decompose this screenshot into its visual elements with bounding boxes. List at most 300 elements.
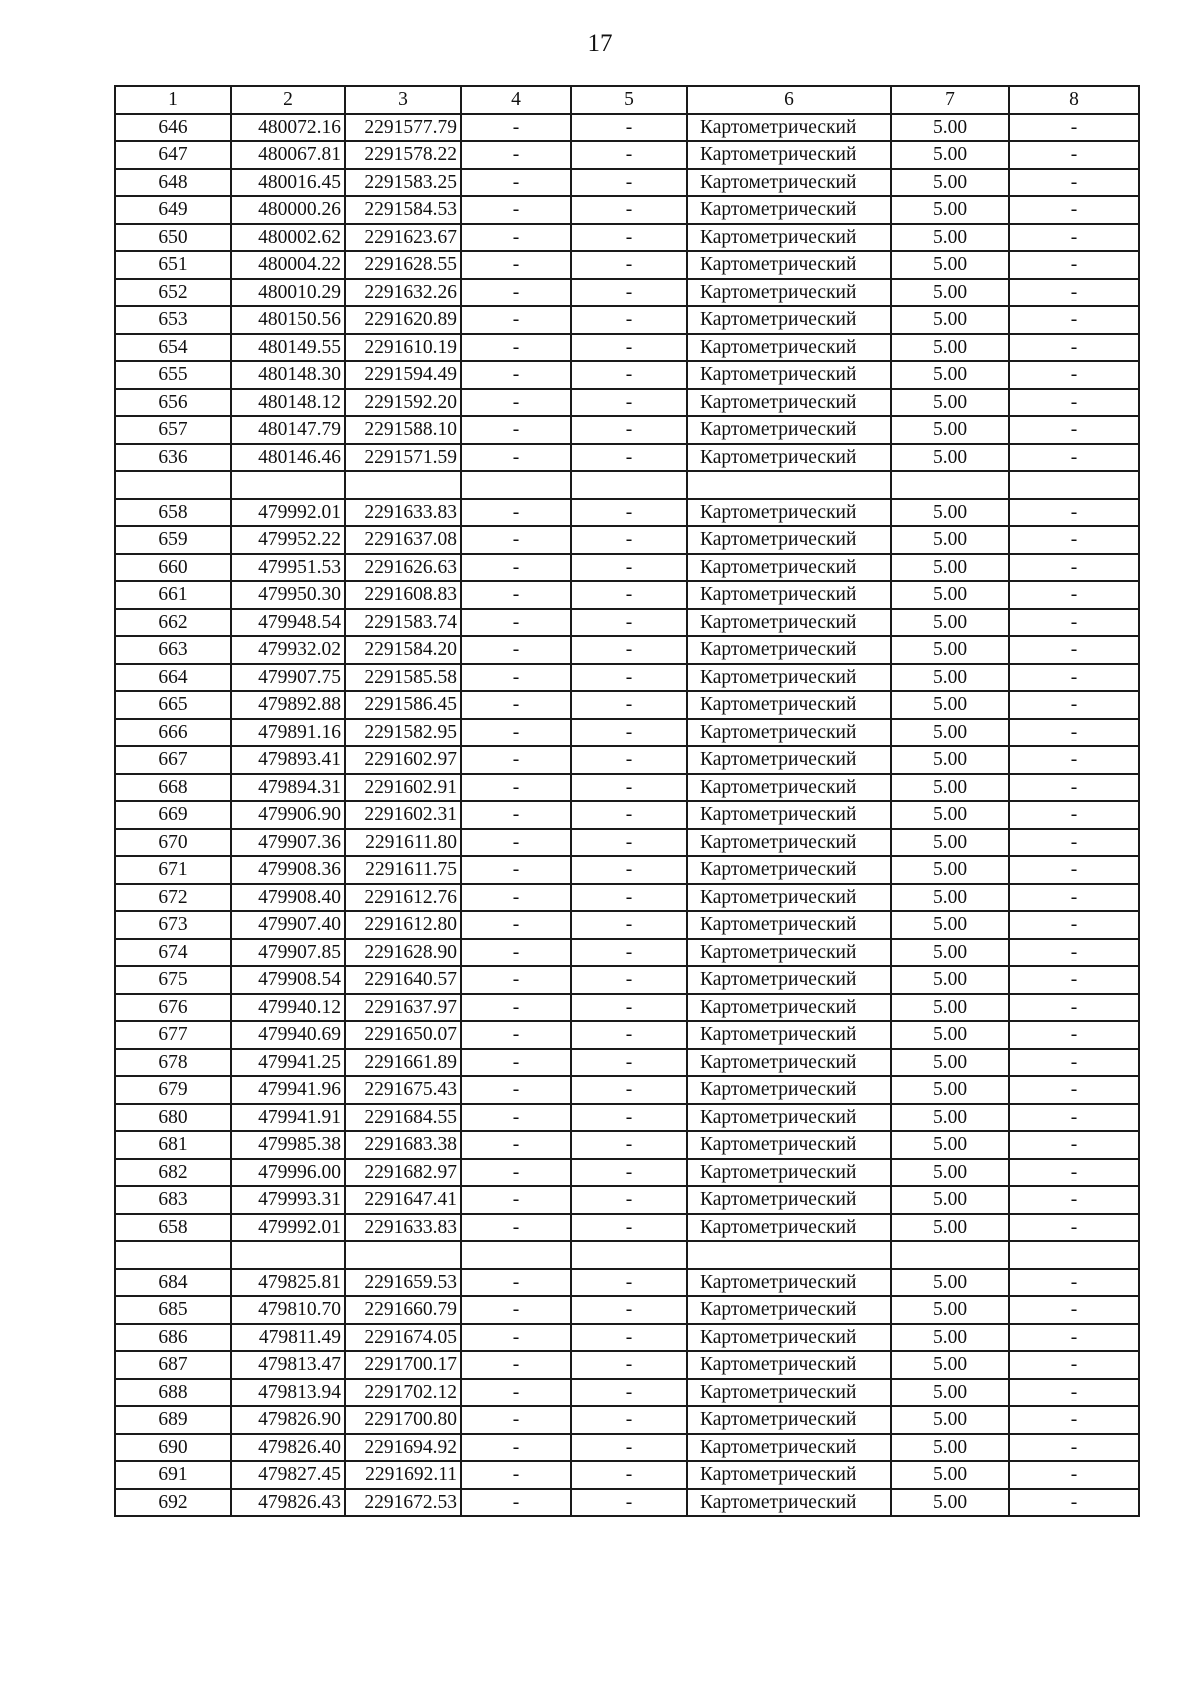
point-number: 662 (115, 609, 231, 637)
point-number: 664 (115, 664, 231, 692)
coord-x: 480150.56 (231, 306, 345, 334)
coord-y: 2291608.83 (345, 581, 461, 609)
method-cell: Картометрический (687, 856, 891, 884)
accuracy-cell: 5.00 (891, 1186, 1009, 1214)
accuracy-cell: 5.00 (891, 994, 1009, 1022)
coord-y: 2291702.12 (345, 1379, 461, 1407)
coord-x: 479941.96 (231, 1076, 345, 1104)
coord-x: 479952.22 (231, 526, 345, 554)
method-cell (687, 1241, 891, 1269)
col-8-value: - (1009, 499, 1139, 527)
coord-x: 479891.16 (231, 719, 345, 747)
col-8-value: - (1009, 114, 1139, 142)
point-number: 674 (115, 939, 231, 967)
accuracy-cell: 5.00 (891, 1461, 1009, 1489)
table-row (115, 1186, 1139, 1214)
method-cell: Картометрический (687, 251, 891, 279)
col-4-value: - (461, 911, 571, 939)
coord-y: 2291628.90 (345, 939, 461, 967)
col-5-value: - (571, 334, 687, 362)
col-8-value: - (1009, 1489, 1139, 1517)
method-cell: Картометрический (687, 636, 891, 664)
coord-x: 479993.31 (231, 1186, 345, 1214)
col-5-value: - (571, 361, 687, 389)
coord-y: 2291660.79 (345, 1296, 461, 1324)
col-8-value: - (1009, 224, 1139, 252)
accuracy-cell: 5.00 (891, 1104, 1009, 1132)
col-4-value: - (461, 691, 571, 719)
method-cell: Картометрический (687, 994, 891, 1022)
point-number: 667 (115, 746, 231, 774)
col-8-value: - (1009, 361, 1139, 389)
accuracy-cell: 5.00 (891, 1214, 1009, 1242)
coord-y: 2291583.25 (345, 169, 461, 197)
col-8-value: - (1009, 416, 1139, 444)
table-row (115, 169, 1139, 197)
table-row (115, 1296, 1139, 1324)
accuracy-cell: 5.00 (891, 1351, 1009, 1379)
col-5-value: - (571, 856, 687, 884)
col-8-value: - (1009, 746, 1139, 774)
col-4-value: - (461, 416, 571, 444)
method-cell: Картометрический (687, 196, 891, 224)
col-4-value: - (461, 169, 571, 197)
coord-y: 2291692.11 (345, 1461, 461, 1489)
coord-y: 2291620.89 (345, 306, 461, 334)
col-8-value: - (1009, 609, 1139, 637)
coord-y: 2291700.80 (345, 1406, 461, 1434)
coord-y: 2291611.75 (345, 856, 461, 884)
method-cell: Картометрический (687, 1296, 891, 1324)
column-header: 5 (571, 86, 687, 114)
col-8-value: - (1009, 829, 1139, 857)
table-row (115, 1214, 1139, 1242)
col-8-value: - (1009, 691, 1139, 719)
col-8-value: - (1009, 1076, 1139, 1104)
method-cell: Картометрический (687, 224, 891, 252)
coord-x: 479892.88 (231, 691, 345, 719)
method-cell: Картометрический (687, 1021, 891, 1049)
table-row (115, 719, 1139, 747)
col-8-value: - (1009, 306, 1139, 334)
method-cell: Картометрический (687, 1434, 891, 1462)
col-4-value: - (461, 1489, 571, 1517)
point-number: 653 (115, 306, 231, 334)
accuracy-cell: 5.00 (891, 389, 1009, 417)
point-number: 677 (115, 1021, 231, 1049)
coord-x: 480147.79 (231, 416, 345, 444)
col-4-value: - (461, 1104, 571, 1132)
accuracy-cell: 5.00 (891, 141, 1009, 169)
col-5-value: - (571, 1461, 687, 1489)
coord-y: 2291633.83 (345, 499, 461, 527)
col-5-value: - (571, 636, 687, 664)
coord-x: 479940.12 (231, 994, 345, 1022)
col-8-value: - (1009, 1186, 1139, 1214)
col-8-value: - (1009, 966, 1139, 994)
coord-y: 2291577.79 (345, 114, 461, 142)
coord-y: 2291661.89 (345, 1049, 461, 1077)
method-cell: Картометрический (687, 774, 891, 802)
col-5-value: - (571, 691, 687, 719)
point-number: 652 (115, 279, 231, 307)
col-4-value: - (461, 251, 571, 279)
accuracy-cell: 5.00 (891, 829, 1009, 857)
method-cell: Картометрический (687, 1131, 891, 1159)
point-number: 661 (115, 581, 231, 609)
accuracy-cell: 5.00 (891, 911, 1009, 939)
coord-y: 2291672.53 (345, 1489, 461, 1517)
accuracy-cell: 5.00 (891, 966, 1009, 994)
table-row (115, 471, 1139, 499)
accuracy-cell: 5.00 (891, 1021, 1009, 1049)
col-8-value: - (1009, 1296, 1139, 1324)
coord-x: 479941.25 (231, 1049, 345, 1077)
point-number: 665 (115, 691, 231, 719)
method-cell: Картометрический (687, 801, 891, 829)
col-4-value: - (461, 856, 571, 884)
accuracy-cell: 5.00 (891, 554, 1009, 582)
col-4-value: - (461, 1269, 571, 1297)
table-row (115, 1461, 1139, 1489)
point-number: 682 (115, 1159, 231, 1187)
point-number: 670 (115, 829, 231, 857)
col-5-value: - (571, 444, 687, 472)
col-4-value: - (461, 636, 571, 664)
table-row (115, 526, 1139, 554)
table-body (115, 114, 1139, 1517)
method-cell: Картометрический (687, 306, 891, 334)
point-number: 690 (115, 1434, 231, 1462)
col-5-value: - (571, 196, 687, 224)
accuracy-cell: 5.00 (891, 1076, 1009, 1104)
col-8-value: - (1009, 1131, 1139, 1159)
coord-x: 479811.49 (231, 1324, 345, 1352)
method-cell: Картометрический (687, 1159, 891, 1187)
col-5-value: - (571, 966, 687, 994)
col-8-value: - (1009, 636, 1139, 664)
coord-x: 479826.40 (231, 1434, 345, 1462)
coord-y: 2291578.22 (345, 141, 461, 169)
coord-x: 479893.41 (231, 746, 345, 774)
table-row (115, 444, 1139, 472)
coord-y (345, 1241, 461, 1269)
col-5-value: - (571, 939, 687, 967)
col-8-value: - (1009, 911, 1139, 939)
table-row (115, 1351, 1139, 1379)
accuracy-cell: 5.00 (891, 691, 1009, 719)
point-number: 692 (115, 1489, 231, 1517)
table-row (115, 856, 1139, 884)
coord-x: 479992.01 (231, 1214, 345, 1242)
col-8-value: - (1009, 884, 1139, 912)
col-8-value (1009, 1241, 1139, 1269)
point-number: 658 (115, 1214, 231, 1242)
col-8-value: - (1009, 1351, 1139, 1379)
coord-x: 480146.46 (231, 444, 345, 472)
col-5-value: - (571, 1489, 687, 1517)
point-number: 656 (115, 389, 231, 417)
accuracy-cell: 5.00 (891, 1489, 1009, 1517)
col-8-value: - (1009, 1461, 1139, 1489)
method-cell: Картометрический (687, 279, 891, 307)
col-4-value: - (461, 1049, 571, 1077)
coord-x: 479950.30 (231, 581, 345, 609)
coord-x (231, 1241, 345, 1269)
method-cell: Картометрический (687, 416, 891, 444)
col-4-value: - (461, 279, 571, 307)
col-8-value: - (1009, 1379, 1139, 1407)
coord-y: 2291623.67 (345, 224, 461, 252)
col-5-value: - (571, 389, 687, 417)
table-row (115, 389, 1139, 417)
col-8-value: - (1009, 801, 1139, 829)
col-5-value (571, 1241, 687, 1269)
column-header: 6 (687, 86, 891, 114)
coord-x: 480148.12 (231, 389, 345, 417)
point-number: 668 (115, 774, 231, 802)
coord-y: 2291584.20 (345, 636, 461, 664)
point-number: 678 (115, 1049, 231, 1077)
point-number: 636 (115, 444, 231, 472)
point-number: 663 (115, 636, 231, 664)
method-cell: Картометрический (687, 554, 891, 582)
col-8-value: - (1009, 856, 1139, 884)
coord-x: 479908.36 (231, 856, 345, 884)
col-5-value: - (571, 774, 687, 802)
col-5-value: - (571, 169, 687, 197)
col-5-value: - (571, 1351, 687, 1379)
col-4-value: - (461, 829, 571, 857)
method-cell: Картометрический (687, 581, 891, 609)
col-4-value: - (461, 196, 571, 224)
col-5-value: - (571, 829, 687, 857)
accuracy-cell: 5.00 (891, 1324, 1009, 1352)
accuracy-cell: 5.00 (891, 1269, 1009, 1297)
col-8-value: - (1009, 1021, 1139, 1049)
accuracy-cell: 5.00 (891, 361, 1009, 389)
coord-x: 479932.02 (231, 636, 345, 664)
point-number: 650 (115, 224, 231, 252)
coord-x: 479906.90 (231, 801, 345, 829)
table-row (115, 774, 1139, 802)
col-4-value: - (461, 719, 571, 747)
table-row (115, 1434, 1139, 1462)
method-cell: Картометрический (687, 1076, 891, 1104)
point-number: 687 (115, 1351, 231, 1379)
point-number: 676 (115, 994, 231, 1022)
point-number: 688 (115, 1379, 231, 1407)
coord-x: 479826.90 (231, 1406, 345, 1434)
col-4-value: - (461, 141, 571, 169)
point-number: 658 (115, 499, 231, 527)
coord-y: 2291594.49 (345, 361, 461, 389)
col-4-value: - (461, 114, 571, 142)
coord-y: 2291694.92 (345, 1434, 461, 1462)
method-cell: Картометрический (687, 1049, 891, 1077)
coord-y: 2291637.97 (345, 994, 461, 1022)
accuracy-cell: 5.00 (891, 884, 1009, 912)
table-row (115, 306, 1139, 334)
coord-y: 2291700.17 (345, 1351, 461, 1379)
col-8-value: - (1009, 141, 1139, 169)
col-4-value: - (461, 554, 571, 582)
coord-y: 2291602.97 (345, 746, 461, 774)
table-row (115, 664, 1139, 692)
col-8-value: - (1009, 581, 1139, 609)
col-8-value: - (1009, 719, 1139, 747)
coord-x: 480072.16 (231, 114, 345, 142)
col-5-value: - (571, 664, 687, 692)
page-number: 17 (587, 30, 613, 57)
col-4-value: - (461, 746, 571, 774)
method-cell: Картометрический (687, 1214, 891, 1242)
coord-y: 2291582.95 (345, 719, 461, 747)
col-4-value: - (461, 1076, 571, 1104)
method-cell: Картометрический (687, 746, 891, 774)
table-row (115, 911, 1139, 939)
coord-y: 2291628.55 (345, 251, 461, 279)
coord-y: 2291640.57 (345, 966, 461, 994)
col-4-value: - (461, 334, 571, 362)
method-cell: Картометрический (687, 884, 891, 912)
method-cell: Картометрический (687, 1489, 891, 1517)
point-number: 673 (115, 911, 231, 939)
coord-y: 2291683.38 (345, 1131, 461, 1159)
point-number: 654 (115, 334, 231, 362)
coord-x: 479907.85 (231, 939, 345, 967)
col-4-value: - (461, 499, 571, 527)
table-row (115, 224, 1139, 252)
point-number: 671 (115, 856, 231, 884)
point-number: 655 (115, 361, 231, 389)
table-row (115, 1131, 1139, 1159)
accuracy-cell: 5.00 (891, 1406, 1009, 1434)
coord-y: 2291675.43 (345, 1076, 461, 1104)
method-cell: Картометрический (687, 1461, 891, 1489)
col-4-value: - (461, 389, 571, 417)
accuracy-cell: 5.00 (891, 801, 1009, 829)
column-header: 3 (345, 86, 461, 114)
coord-x: 480149.55 (231, 334, 345, 362)
coord-x: 479996.00 (231, 1159, 345, 1187)
accuracy-cell: 5.00 (891, 1434, 1009, 1462)
table-row (115, 829, 1139, 857)
col-4-value: - (461, 774, 571, 802)
col-4-value: - (461, 1021, 571, 1049)
coord-x: 479813.47 (231, 1351, 345, 1379)
col-5-value: - (571, 1379, 687, 1407)
col-5-value: - (571, 1324, 687, 1352)
table-row (115, 114, 1139, 142)
method-cell: Картометрический (687, 169, 891, 197)
coordinates-table (114, 85, 1140, 1517)
col-5-value: - (571, 1186, 687, 1214)
coord-x: 479948.54 (231, 609, 345, 637)
column-header: 8 (1009, 86, 1139, 114)
table-row (115, 966, 1139, 994)
col-5-value: - (571, 719, 687, 747)
col-8-value: - (1009, 169, 1139, 197)
col-5-value: - (571, 251, 687, 279)
col-8-value: - (1009, 389, 1139, 417)
col-5-value: - (571, 581, 687, 609)
point-number: 657 (115, 416, 231, 444)
coord-y: 2291571.59 (345, 444, 461, 472)
coord-x: 479940.69 (231, 1021, 345, 1049)
accuracy-cell: 5.00 (891, 416, 1009, 444)
table-row (115, 1104, 1139, 1132)
col-4-value: - (461, 444, 571, 472)
table-row (115, 251, 1139, 279)
point-number: 646 (115, 114, 231, 142)
point-number: 669 (115, 801, 231, 829)
accuracy-cell: 5.00 (891, 1379, 1009, 1407)
col-5-value: - (571, 306, 687, 334)
coord-x: 479825.81 (231, 1269, 345, 1297)
col-5-value: - (571, 499, 687, 527)
col-4-value: - (461, 1379, 571, 1407)
method-cell: Картометрический (687, 1269, 891, 1297)
col-5-value: - (571, 526, 687, 554)
coord-x: 480148.30 (231, 361, 345, 389)
coord-y: 2291632.26 (345, 279, 461, 307)
table-row (115, 691, 1139, 719)
table-row (115, 196, 1139, 224)
col-5-value: - (571, 416, 687, 444)
col-5-value: - (571, 1159, 687, 1187)
coord-x: 480004.22 (231, 251, 345, 279)
coord-y: 2291583.74 (345, 609, 461, 637)
accuracy-cell (891, 1241, 1009, 1269)
coord-x: 479951.53 (231, 554, 345, 582)
method-cell: Картометрический (687, 719, 891, 747)
col-5-value: - (571, 1104, 687, 1132)
coord-y: 2291637.08 (345, 526, 461, 554)
col-8-value: - (1009, 251, 1139, 279)
col-5-value: - (571, 1076, 687, 1104)
coord-y: 2291586.45 (345, 691, 461, 719)
coord-y: 2291647.41 (345, 1186, 461, 1214)
table-row (115, 1406, 1139, 1434)
point-number: 691 (115, 1461, 231, 1489)
accuracy-cell: 5.00 (891, 774, 1009, 802)
accuracy-cell: 5.00 (891, 609, 1009, 637)
coord-x: 480002.62 (231, 224, 345, 252)
coord-y: 2291659.53 (345, 1269, 461, 1297)
coord-x: 479992.01 (231, 499, 345, 527)
accuracy-cell: 5.00 (891, 499, 1009, 527)
point-number (115, 471, 231, 499)
col-5-value: - (571, 554, 687, 582)
col-5-value: - (571, 1049, 687, 1077)
col-8-value: - (1009, 1104, 1139, 1132)
col-4-value: - (461, 224, 571, 252)
coord-x: 479908.54 (231, 966, 345, 994)
coord-y: 2291612.76 (345, 884, 461, 912)
point-number: 666 (115, 719, 231, 747)
table-row (115, 141, 1139, 169)
col-8-value: - (1009, 1434, 1139, 1462)
accuracy-cell: 5.00 (891, 251, 1009, 279)
coord-y: 2291650.07 (345, 1021, 461, 1049)
col-4-value: - (461, 1406, 571, 1434)
coord-y: 2291602.91 (345, 774, 461, 802)
table-row (115, 1241, 1139, 1269)
col-8-value: - (1009, 1049, 1139, 1077)
col-8-value: - (1009, 1159, 1139, 1187)
col-4-value: - (461, 1324, 571, 1352)
